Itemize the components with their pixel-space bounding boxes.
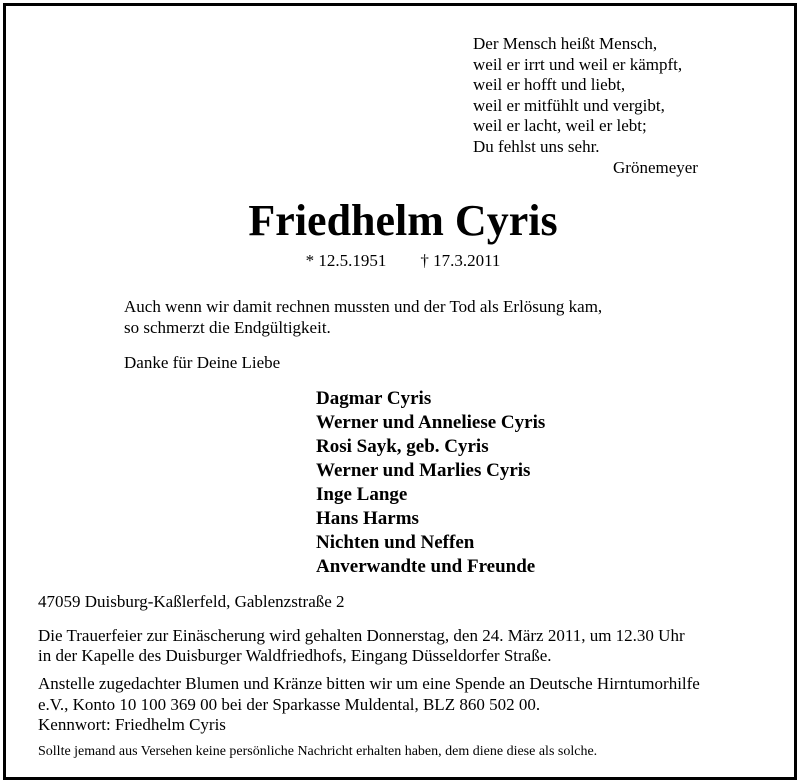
mourner-name: Inge Lange <box>316 484 408 505</box>
thanks-text: Danke für Deine Liebe <box>124 353 281 372</box>
intro-line: Auch wenn wir damit rechnen mussten und der Tod als Erlösung kam, <box>124 297 603 316</box>
intro-text <box>124 296 602 338</box>
donation-info <box>38 674 700 736</box>
mourner-name: Werner und Marlies Cyris <box>316 460 531 481</box>
mourner-name: Dagmar Cyris <box>316 388 432 409</box>
poem-line: Der Mensch heißt Mensch, <box>473 34 658 53</box>
mourner-name: Nichten und Neffen <box>316 532 475 553</box>
poem-line: weil er mitfühlt und vergibt, <box>473 95 665 115</box>
intro-line: so schmerzt die Endgültigkeit. <box>124 318 331 337</box>
address: 47059 Duisburg-Kaßlerfeld, Gablenzstraße 2 <box>38 592 345 611</box>
footer-note: Sollte jemand aus Versehen keine persönliche Nachricht erhalten haben, dem diene diese als solche. <box>38 744 598 759</box>
death-date: † 17.3.2011 <box>420 251 501 270</box>
poem-line: weil er irrt und weil er kämpft, <box>473 54 683 74</box>
funeral-line: in der Kapelle des Duisburger Waldfriedhofs, Eingang Düsseldorfer Straße. <box>38 646 552 665</box>
mourners-list <box>316 387 545 579</box>
poem-line: weil er hofft und liebt, <box>473 75 626 94</box>
poem-author: Grönemeyer <box>613 158 698 177</box>
poem-quote <box>473 34 682 157</box>
donation-line: Anstelle zugedachter Blumen und Kränze bitten wir um eine Spende an Deutsche Hirntumorhilfe <box>38 674 700 693</box>
donation-line: e.V., Konto 10 100 369 00 bei der Sparkasse Muldental, BLZ 860 502 00. <box>38 694 541 714</box>
life-dates <box>6 250 800 272</box>
mourner-name: Werner und Anneliese Cyris <box>316 412 546 433</box>
mourner-name: Rosi Sayk, geb. Cyris <box>316 436 489 457</box>
deceased-name: Friedhelm Cyris <box>248 196 558 245</box>
funeral-info <box>38 626 685 666</box>
donation-line: Kennwort: Friedhelm Cyris <box>38 715 226 734</box>
poem-line: weil er lacht, weil er lebt; <box>473 116 647 135</box>
mourner-name: Anverwandte und Freunde <box>316 556 536 577</box>
funeral-line: Die Trauerfeier zur Einäscherung wird gehalten Donnerstag, den 24. März 2011, um 12.30 Uhr <box>38 626 685 645</box>
birth-date: * 12.5.1951 <box>305 251 387 270</box>
poem-line: Du fehlst uns sehr. <box>473 136 600 156</box>
mourner-name: Hans Harms <box>316 508 419 529</box>
obituary-notice <box>3 3 797 780</box>
